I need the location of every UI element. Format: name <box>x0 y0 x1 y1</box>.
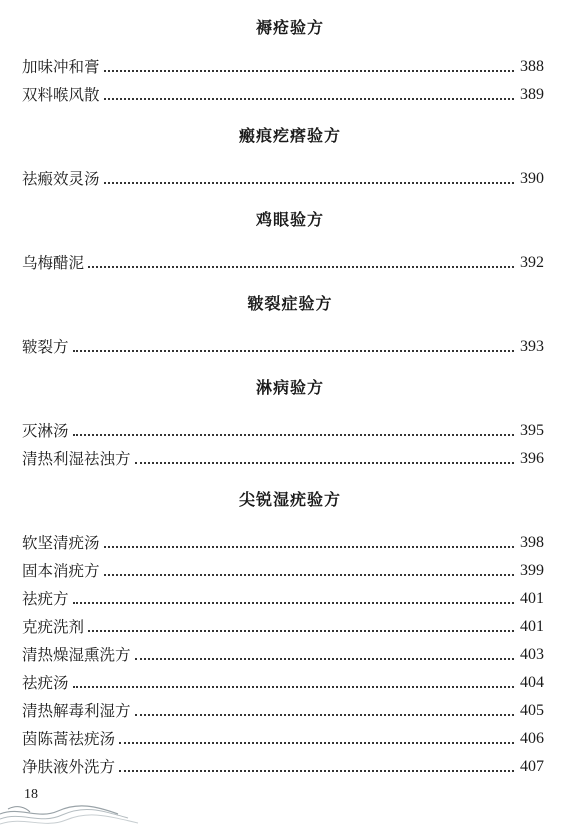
dot-leader <box>73 349 514 352</box>
toc-entry[interactable] <box>22 532 544 554</box>
entry-page: 399 <box>520 562 544 579</box>
entry-page: 403 <box>520 646 544 663</box>
dot-leader <box>88 629 514 632</box>
dot-leader <box>104 97 514 100</box>
dot-leader <box>104 69 514 72</box>
section-heading: 瘢痕疙瘩验方 <box>238 126 341 145</box>
section-heading: 淋病验方 <box>255 378 324 397</box>
section-heading: 鸡眼验方 <box>255 210 324 229</box>
entry-page: 392 <box>520 254 544 271</box>
toc-entry[interactable] <box>22 588 544 610</box>
entry-page: 407 <box>520 758 544 775</box>
wave-ornament-icon <box>0 800 160 835</box>
dot-leader <box>119 769 514 772</box>
entry-page: 395 <box>520 422 544 439</box>
entry-page: 401 <box>520 590 544 607</box>
entry-title: 清热燥湿熏洗方 <box>22 646 131 664</box>
section-heading: 褥疮验方 <box>255 18 324 37</box>
toc-entry[interactable] <box>22 616 544 638</box>
dot-leader <box>104 181 514 184</box>
toc-entry[interactable] <box>22 168 544 190</box>
dot-leader <box>135 461 514 464</box>
entry-page: 405 <box>520 702 544 719</box>
dot-leader <box>88 265 514 268</box>
entry-title: 克疣洗剂 <box>22 618 85 636</box>
toc-entry[interactable] <box>22 672 544 694</box>
toc-entry[interactable] <box>22 756 544 778</box>
dot-leader <box>73 601 514 604</box>
entry-title: 清热利湿祛浊方 <box>22 450 131 468</box>
entry-title: 皲裂方 <box>22 338 69 356</box>
section-heading: 皲裂症验方 <box>247 294 333 313</box>
section-heading: 尖锐湿疣验方 <box>238 490 341 509</box>
entry-title: 固本消疣方 <box>22 562 100 580</box>
entry-title: 祛疣汤 <box>22 674 69 692</box>
toc-entry[interactable] <box>22 252 544 274</box>
toc-entry[interactable] <box>22 420 544 442</box>
entry-title: 茵陈蒿祛疣汤 <box>22 730 116 748</box>
dot-leader <box>135 713 514 716</box>
toc-entry[interactable] <box>22 728 544 750</box>
entry-page: 398 <box>520 534 544 551</box>
page-number: 18 <box>24 787 38 802</box>
toc-entry[interactable] <box>22 560 544 582</box>
toc-entry[interactable] <box>22 700 544 722</box>
dot-leader <box>135 657 514 660</box>
entry-page: 388 <box>520 58 544 75</box>
toc-entry[interactable] <box>22 84 544 106</box>
entry-page: 401 <box>520 618 544 635</box>
toc-entry[interactable] <box>22 448 544 470</box>
entry-page: 396 <box>520 450 544 467</box>
toc-entry[interactable] <box>22 644 544 666</box>
dot-leader <box>119 741 514 744</box>
entry-page: 404 <box>520 674 544 691</box>
entry-title: 净肤液外洗方 <box>22 758 116 776</box>
entry-title: 双料喉风散 <box>22 86 100 104</box>
entry-page: 406 <box>520 730 544 747</box>
entry-title: 祛瘢效灵汤 <box>22 170 100 188</box>
entry-page: 389 <box>520 86 544 103</box>
dot-leader <box>104 545 514 548</box>
entry-page: 390 <box>520 170 544 187</box>
toc-entry[interactable] <box>22 56 544 78</box>
entry-page: 393 <box>520 338 544 355</box>
entry-title: 软坚清疣汤 <box>22 534 100 552</box>
entry-title: 祛疣方 <box>22 590 69 608</box>
dot-leader <box>73 433 514 436</box>
entry-title: 灭淋汤 <box>22 422 69 440</box>
toc-entry[interactable] <box>22 336 544 358</box>
entry-title: 加味冲和膏 <box>22 58 100 76</box>
entry-title: 乌梅醋泥 <box>22 254 85 272</box>
entry-title: 清热解毒利湿方 <box>22 702 131 720</box>
dot-leader <box>104 573 514 576</box>
dot-leader <box>73 685 514 688</box>
